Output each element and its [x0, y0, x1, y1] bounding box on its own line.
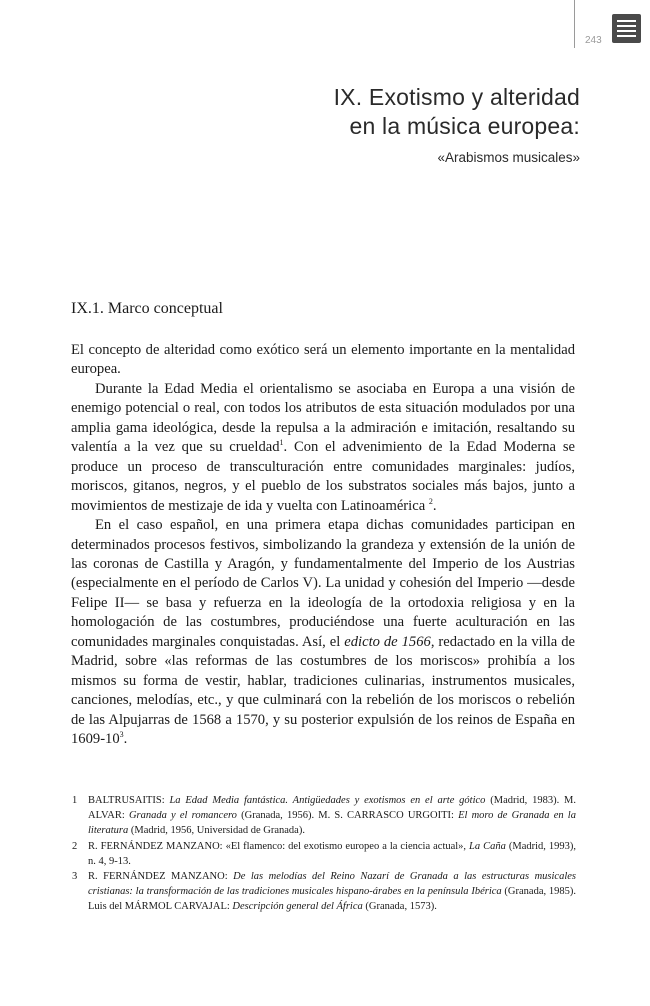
footnote-text: R. FERNÁNDEZ MANZANO: «El flamenco: del exotismo europeo a la ciencia actual», — [88, 840, 470, 852]
menu-bar — [617, 35, 636, 37]
footnote-title: La Caña — [469, 840, 506, 852]
footnote-number: 2 — [72, 840, 78, 852]
footnote-title: De las melodías del Reino Nazarí de Granada a las estructuras musicales cristianas: la transformación de las tradiciones musicales hispano-árabes en la península Ibérica — [88, 871, 576, 898]
page-number: 243 — [585, 35, 602, 46]
footnote-text: (Madrid, 1993), n. 4, 9-13. — [88, 840, 576, 867]
footnote-text: (Madrid, 1956, Universidad de Granada). — [128, 825, 305, 837]
paragraph-3-italic: edicto de 1566 — [344, 633, 431, 650]
paragraph-1: El concepto de alteridad como exótico será un elemento importante en la mentalidad europea. — [71, 342, 575, 378]
chapter-subtitle: «Arabismos musicales» — [437, 150, 580, 165]
footnote-2 — [71, 839, 576, 869]
paragraph-2-text-c: . — [432, 497, 437, 514]
footnotes — [71, 793, 576, 915]
footnote-number: 3 — [72, 871, 78, 883]
footnote-number: 1 — [72, 795, 78, 806]
paragraph-3-text-a: En el caso español, en una primera etapa dichas comunidades participan en determinados procesos festivos, simbolizando la grandeza y extensión de la unión de las coronas de Castilla y Aragón, y fundamentalmente del Imperio de los Austrias (especialmente en el período de Carlos V). La unidad y cohesión del Imperio —desde Felipe II— se basa y refuerza en la ideología de la ortodoxia religiosa y en la homologación de las costumbres, produciéndose una fuerte aculturación en las comunidades marginales conquistadas. Así, el — [71, 517, 575, 650]
footnote-text: BALTRUSAITIS: — [88, 795, 170, 806]
footnote-ref-1[interactable]: 1 — [279, 438, 284, 448]
footnote-text: (Granada, 1573). — [362, 901, 437, 913]
menu-bar — [617, 20, 636, 22]
menu-bar — [617, 25, 636, 27]
menu-bar — [617, 30, 636, 32]
paragraph-2-text-a: Durante la Edad Media el orientalismo se asociaba en Europa a una visión de enemigo potencial o real, con todos los atributos de esta situación modulados por una amplia gama ideológica, desde la repulsa a la admiración e imitación, resaltando su valentía a la vez que su crueldad — [71, 380, 575, 456]
paragraph-3-text-c: . — [123, 731, 128, 748]
footnote-ref-3[interactable]: 3 — [119, 730, 124, 740]
hamburger-menu-icon[interactable] — [612, 14, 641, 43]
footnote-title: La Edad Media fantástica. Antigüedades y exotismos en el arte gótico — [169, 795, 486, 806]
footnote-text: R. FERNÁNDEZ MANZANO: — [88, 871, 234, 883]
footnote-title: El moro de Granada en la literatura — [88, 810, 576, 837]
chapter-title-line-2: en la música europea: — [349, 113, 580, 139]
body-text — [71, 341, 575, 750]
paragraph-3 — [71, 516, 575, 749]
footnote-text: (Granada, 1956). M. S. CARRASCO URGOITI: — [236, 810, 459, 822]
paragraph-2-text-b: . Con el advenimiento de la Edad Moderna se produce un proceso de transculturación entre comunidades marginales: judíos, moriscos, gitanos, negros, y el pueblo de los substratos sociales más bajos, junto a movimientos de mestizaje de ida y vuelta con Latinoamérica — [71, 439, 575, 514]
footnote-title: Descripción general del África — [232, 901, 363, 913]
footnote-3 — [71, 869, 576, 915]
footnote-title: Granada y el romancero — [128, 810, 237, 822]
chapter-title-line-1: IX. Exotismo y alteridad — [333, 84, 580, 110]
chapter-title — [334, 83, 580, 141]
paragraph-2 — [71, 380, 575, 516]
footnote-text: (Madrid, 1983). M. ALVAR: — [88, 795, 577, 822]
footnote-1 — [71, 793, 576, 839]
paragraph-3-text-b: , redactado en la villa de Madrid, sobre «las reformas de las costumbres de los moriscos» prohibía a los mismos su forma de vestir, hablar, tradiciones culinarias, instrumentos musicales, canciones, melodías, etc., y que culminará con la rebelión de los moriscos o rebelión de las Alpujarras de 1568 a 1570, y su posterior expulsión de los reinos de España en 1609-10 — [71, 633, 576, 748]
footnote-ref-2[interactable]: 2 — [428, 496, 433, 506]
section-heading: IX.1. Marco conceptual — [71, 300, 223, 317]
header-divider — [574, 0, 575, 48]
footnote-text: (Granada, 1985). Luis del MÁRMOL CARVAJAL: — [88, 886, 576, 913]
